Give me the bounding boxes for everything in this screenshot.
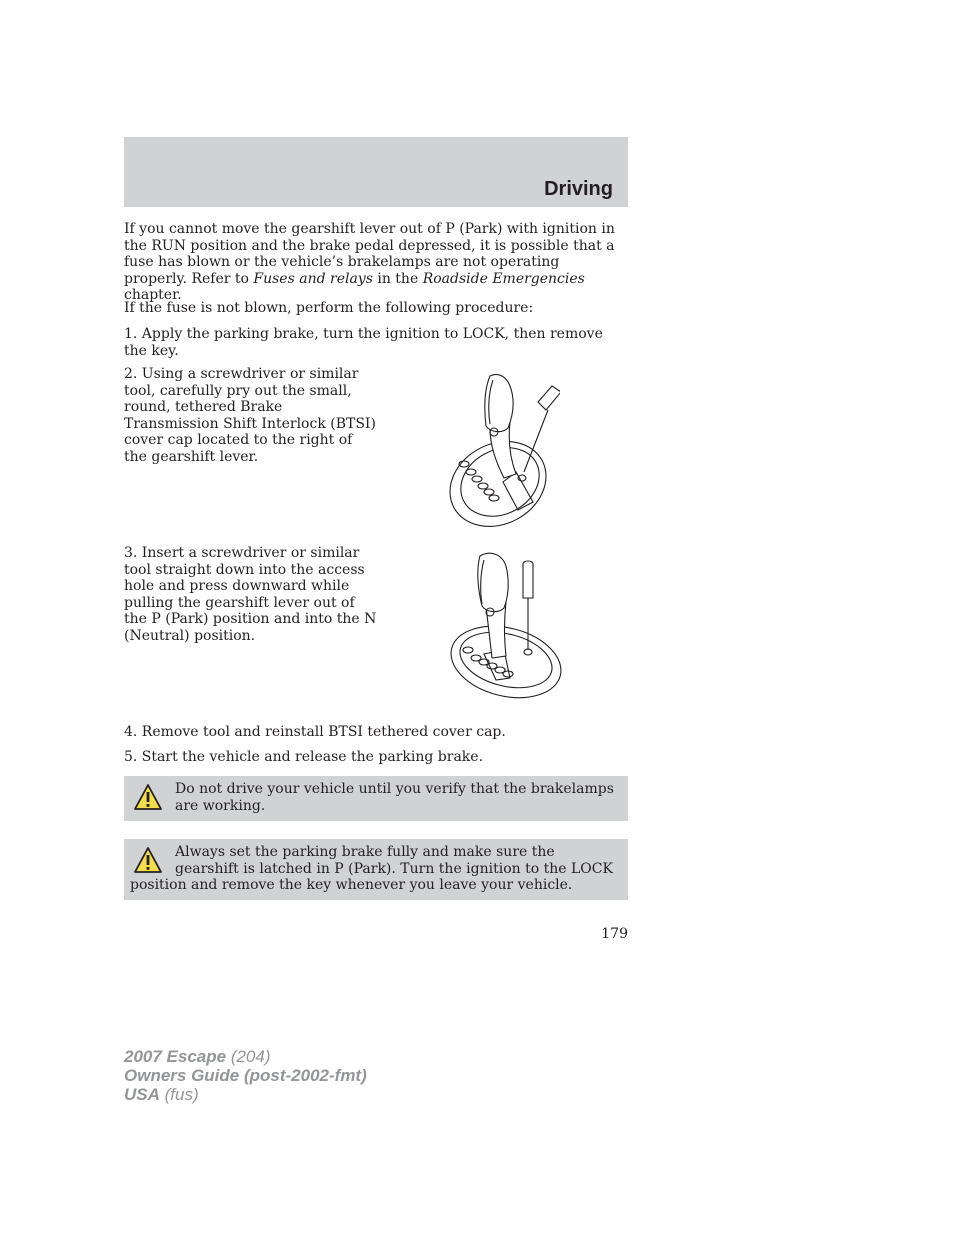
intro-text-3: chapter. [124,287,182,303]
screwdriver-handle [523,561,533,598]
gearshift-press-illustration [446,550,570,702]
fuses-relays-reference: Fuses and relays [253,270,373,287]
footer-market-code: (fus) [159,1085,199,1104]
warning-text-parking: Always set the parking brake fully and make sure the gearshift is latched in P (Park). Turn the ignition to the LOCK position and remove the key whenever you leave your vehicle. [130,844,613,893]
document-footer [124,1047,367,1104]
procedure-intro: If the fuse is not blown, perform the following procedure: [124,300,534,316]
section-header-band [124,137,628,207]
step-5: 5. Start the vehicle and release the parking brake. [124,749,484,765]
step-4: 4. Remove tool and reinstall BTSI tethered cover cap. [124,724,506,740]
gearshift-pry-illustration [440,370,560,528]
intro-paragraph [124,221,619,304]
gear-indicator-dots [459,461,499,501]
footer-model-code: (204) [226,1047,271,1066]
footer-guide: Owners Guide (post-2002-fmt) [124,1066,367,1085]
screwdriver-handle [538,386,560,410]
intro-text-2: in the [372,270,423,287]
warning-text-brakelamps: Do not drive your vehicle until you verify that the brakelamps are working. [175,781,614,814]
warning-triangle-icon [133,783,163,811]
step-3: 3. Insert a screwdriver or similar tool straight down into the access hole and press downward while pulling the gearshift lever out of the P (Park) position and into the N (Neutral) position. [124,545,377,644]
page-number: 179 [601,926,628,942]
section-title: Driving [544,178,613,200]
roadside-emergencies-reference: Roadside Emergencies [422,270,585,287]
warning-box-parking [124,839,628,900]
intro-text-1: If you cannot move the gearshift lever out of P (Park) with ignition in the RUN position and the brake pedal depressed, it is possible that a fuse has blown or the vehicle’s brakelamps are not operating properly. Refer to [124,221,615,287]
footer-line-model [124,1047,367,1066]
footer-model: 2007 Escape [124,1047,227,1066]
warning-box-brakelamps [124,776,628,821]
footer-line-guide [124,1066,367,1085]
step-2: 2. Using a screwdriver or similar tool, carefully pry out the small, round, tethered Brake Transmission Shift Interlock (BTSI) cover cap located to the right of the gearshift lever. [124,366,376,465]
footer-market: USA [124,1085,160,1104]
step-1: 1. Apply the parking brake, turn the ignition to LOCK, then remove the key. [124,326,603,359]
footer-line-market [124,1085,367,1104]
warning-triangle-icon [133,846,163,874]
